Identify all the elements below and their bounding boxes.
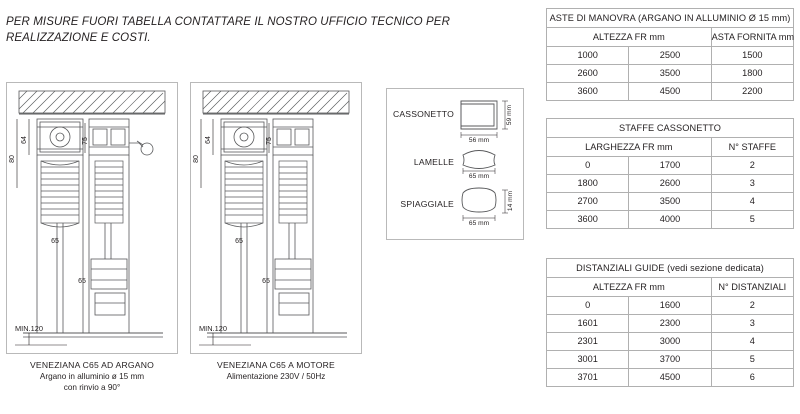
svg-text:65: 65 <box>51 238 59 245</box>
drawing-panel-motore <box>190 82 362 354</box>
cell: 0 <box>547 297 629 315</box>
cell: 3500 <box>629 65 711 83</box>
svg-text:MIN.120: MIN.120 <box>15 324 43 333</box>
svg-text:65 mm: 65 mm <box>468 220 490 227</box>
cell: 3500 <box>629 193 711 211</box>
caption-argano-title: VENEZIANA C65 AD ARGANO <box>30 360 154 370</box>
svg-text:75: 75 <box>82 137 89 145</box>
cell: 2301 <box>547 333 629 351</box>
cell: 3600 <box>547 211 629 229</box>
table-row <box>547 211 794 229</box>
cell: 3700 <box>629 351 711 369</box>
cell: 4500 <box>629 83 711 101</box>
table-row <box>547 369 794 387</box>
cell: 2500 <box>629 47 711 65</box>
table-staffe-title: STAFFE CASSONETTO <box>547 119 794 138</box>
cell: 3000 <box>629 333 711 351</box>
table-row <box>547 297 794 315</box>
cell: 4 <box>711 193 793 211</box>
table-staffe-cassonetto <box>546 118 794 229</box>
table-aste-title: ASTE DI MANOVRA (ARGANO IN ALLUMINIO Ø 15 mm) <box>547 9 794 28</box>
table-staffe-header-1: N° STAFFE <box>711 138 793 157</box>
svg-text:14 mm: 14 mm <box>507 190 514 212</box>
cell: 6 <box>711 369 793 387</box>
page-note: PER MISURE FUORI TABELLA CONTATTARE IL NOSTRO UFFICIO TECNICO PER REALIZZAZIONE E COSTI. <box>6 16 450 44</box>
table-row <box>547 175 794 193</box>
cell: 2600 <box>547 65 629 83</box>
cell: 2700 <box>547 193 629 211</box>
caption-motore <box>190 360 362 382</box>
svg-text:80: 80 <box>193 155 200 163</box>
cell: 2 <box>711 297 793 315</box>
cell: 1700 <box>629 157 711 175</box>
cell: 2 <box>711 157 793 175</box>
cell: 2200 <box>711 83 793 101</box>
drawing-panel-argano <box>6 82 178 354</box>
table-aste-header-1: ASTA FORNITA mm <box>711 28 793 47</box>
table-staffe-header-0: LARGHEZZA FR mm <box>547 138 712 157</box>
svg-text:MIN.120: MIN.120 <box>199 324 227 333</box>
cell: 4500 <box>629 369 711 387</box>
cell: 3600 <box>547 83 629 101</box>
table-distanziali-title: DISTANZIALI GUIDE (vedi sezione dedicata) <box>547 259 794 278</box>
caption-argano-line3: con rinvio a 90° <box>63 383 121 392</box>
svg-text:56 mm: 56 mm <box>468 137 490 144</box>
components-panel <box>386 88 524 240</box>
table-aste-di-manovra <box>546 8 794 101</box>
table-row <box>547 157 794 175</box>
cell: 4000 <box>629 211 711 229</box>
cell: 1500 <box>711 47 793 65</box>
cell: 2600 <box>629 175 711 193</box>
cell: 1600 <box>629 297 711 315</box>
table-aste-header-0: ALTEZZA FR mm <box>547 28 712 47</box>
svg-text:64: 64 <box>205 136 212 144</box>
svg-text:65 mm: 65 mm <box>468 173 490 180</box>
cell: 5 <box>711 351 793 369</box>
cell: 0 <box>547 157 629 175</box>
svg-text:75: 75 <box>266 137 273 145</box>
caption-argano <box>6 360 178 393</box>
cell: 5 <box>711 211 793 229</box>
cell: 3 <box>711 175 793 193</box>
cell: 2300 <box>629 315 711 333</box>
caption-motore-title: VENEZIANA C65 A MOTORE <box>217 360 335 370</box>
svg-text:65: 65 <box>262 278 270 285</box>
svg-text:59 mm: 59 mm <box>506 104 513 126</box>
table-distanziali-header-1: N° DISTANZIALI <box>711 278 793 297</box>
component-label-lamelle: LAMELLE <box>413 157 454 167</box>
section-drawing-motore <box>191 83 361 353</box>
caption-motore-line2: Alimentazione 230V / 50Hz <box>226 372 326 381</box>
table-distanziali-guide <box>546 258 794 387</box>
cell: 1800 <box>711 65 793 83</box>
cell: 3701 <box>547 369 629 387</box>
svg-text:80: 80 <box>9 155 16 163</box>
table-row <box>547 333 794 351</box>
cell: 3 <box>711 315 793 333</box>
section-drawing-argano <box>7 83 177 353</box>
table-row <box>547 315 794 333</box>
table-row <box>547 83 794 101</box>
svg-text:65: 65 <box>78 278 86 285</box>
caption-argano-line2: Argano in alluminio ø 15 mm <box>39 372 145 381</box>
cell: 1800 <box>547 175 629 193</box>
cell: 4 <box>711 333 793 351</box>
table-row <box>547 193 794 211</box>
table-row <box>547 351 794 369</box>
cell: 1000 <box>547 47 629 65</box>
table-row <box>547 65 794 83</box>
table-distanziali-header-0: ALTEZZA FR mm <box>547 278 712 297</box>
component-label-spiaggiale: SPIAGGIALE <box>400 199 454 209</box>
cell: 1601 <box>547 315 629 333</box>
table-row <box>547 47 794 65</box>
svg-text:64: 64 <box>21 136 28 144</box>
svg-text:65: 65 <box>235 238 243 245</box>
component-label-cassonetto: CASSONETTO <box>392 109 454 119</box>
cell: 3001 <box>547 351 629 369</box>
